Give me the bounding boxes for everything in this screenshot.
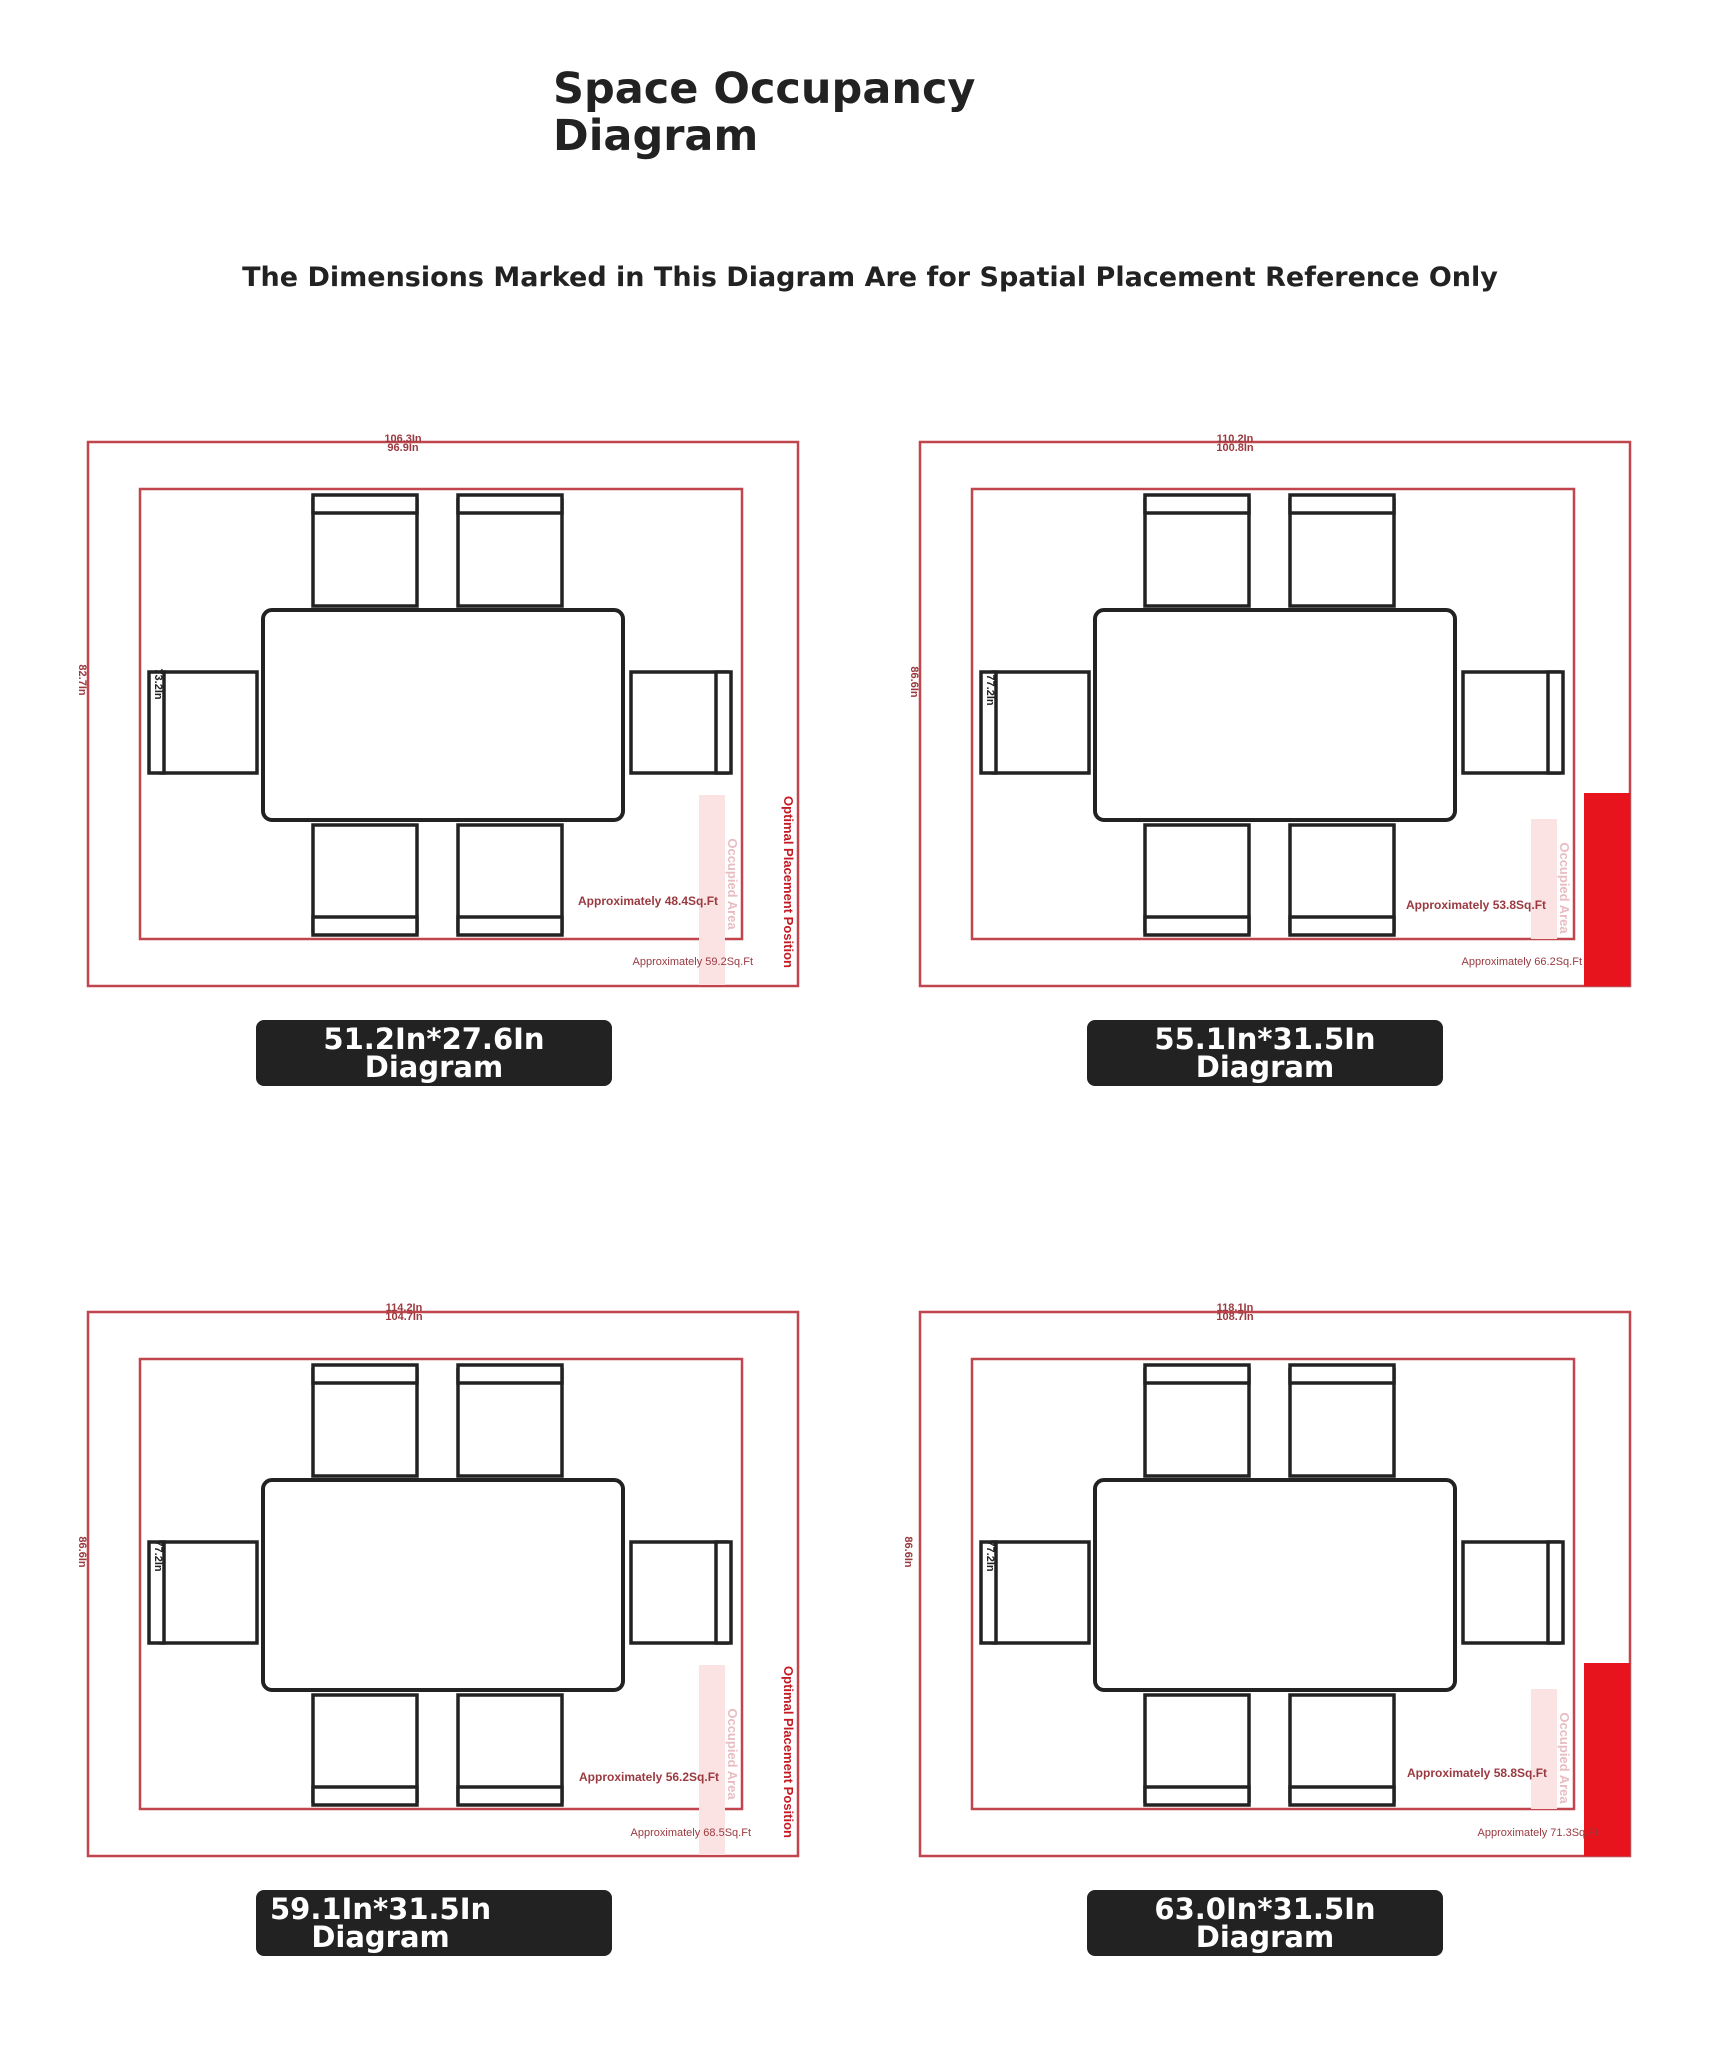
- outer-height-label: 82.7In: [76, 664, 88, 696]
- outer-height-label: 86.6In: [908, 666, 920, 698]
- chair-bottom-left: [313, 1695, 417, 1805]
- caption-diagram-4: 63.0In*31.5In Diagram: [1087, 1890, 1443, 1956]
- chair-right: [1463, 1542, 1563, 1643]
- chair-bottom-right: [1290, 1695, 1394, 1805]
- floor-plan-3: [76, 1302, 801, 1862]
- chair-top-right: [458, 1365, 562, 1476]
- chair-top-left: [313, 495, 417, 606]
- outer-width-label: 106.3In: [384, 433, 422, 445]
- dining-table: [263, 1480, 623, 1690]
- dining-table: [263, 610, 623, 820]
- chair-bottom-left: [313, 825, 417, 935]
- floor-plan-1: [76, 432, 801, 992]
- caption-diagram-2: 55.1In*31.5In Diagram: [1087, 1020, 1443, 1086]
- occupied-area-label: Approximately 53.8Sq.Ft: [1406, 898, 1547, 912]
- outer-height-label: 86.6In: [902, 1536, 914, 1568]
- chair-right: [1463, 672, 1563, 773]
- chair-left: [149, 1542, 257, 1643]
- inner-height-label: 77.2In: [152, 1540, 164, 1572]
- occupied-area-label: Approximately 58.8Sq.Ft: [1407, 1766, 1548, 1780]
- outer-height-label: 86.6In: [76, 1536, 88, 1568]
- diagram-panel-1: [76, 432, 801, 992]
- inner-height-label: 73.2In: [152, 668, 164, 700]
- occupied-area-vertical-label: Occupied Area: [725, 838, 740, 930]
- caption-diagram-1: 51.2In*27.6In Diagram: [256, 1020, 612, 1086]
- inner-width-label: 108.7In: [1216, 1311, 1254, 1323]
- diagram-panel-4: [902, 1302, 1633, 1862]
- diagram-panel-3: [76, 1302, 801, 1862]
- chair-top-right: [458, 495, 562, 606]
- inner-height-label: 77.2In: [984, 1540, 996, 1572]
- occupied-area-vertical-label: Occupied Area: [1557, 1712, 1572, 1804]
- inner-width-label: 104.7In: [385, 1311, 423, 1323]
- chair-left: [981, 672, 1089, 773]
- chair-bottom-right: [1290, 825, 1394, 935]
- floor-plan-2: [908, 432, 1633, 992]
- total-area-label: Approximately 66.2Sq.Ft: [1461, 956, 1582, 968]
- occupied-area-label: Approximately 48.4Sq.Ft: [578, 894, 719, 908]
- occupied-area-vertical-label: Occupied Area: [725, 1708, 740, 1800]
- chair-top-left: [1145, 1365, 1249, 1476]
- outer-width-label: 110.2In: [1216, 433, 1254, 445]
- optimal-placement-label: Optimal Placement Position: [781, 1666, 796, 1838]
- outer-width-label: 118.1In: [1216, 1302, 1254, 1314]
- chair-bottom-right: [458, 825, 562, 935]
- floor-plan-4: [902, 1302, 1633, 1862]
- chair-left: [149, 672, 257, 773]
- chair-bottom-right: [458, 1695, 562, 1805]
- dining-table: [1095, 1480, 1455, 1690]
- occupied-area-shade: [1531, 819, 1557, 939]
- inner-width-label: 100.8In: [1216, 442, 1254, 454]
- chair-right: [631, 1542, 731, 1643]
- inner-height-label: 77.2In: [984, 674, 996, 706]
- chair-top-left: [313, 1365, 417, 1476]
- total-area-label: Approximately 68.5Sq.Ft: [630, 1827, 751, 1839]
- total-area-label: Approximately 59.2Sq.Ft: [632, 956, 753, 968]
- page-title: Space Occupancy Diagram: [553, 64, 976, 161]
- total-area-label: Approximately 71.3Sq.Ft: [1477, 1827, 1598, 1839]
- outer-width-label: 114.2In: [385, 1302, 423, 1314]
- chair-top-right: [1290, 495, 1394, 606]
- chair-bottom-left: [1145, 1695, 1249, 1805]
- occupied-area-vertical-label: Occupied Area: [1557, 842, 1572, 934]
- optimal-placement-label: Optimal Placement Position: [781, 796, 796, 968]
- occupied-area-shade: [1531, 1689, 1557, 1809]
- occupied-area-label: Approximately 56.2Sq.Ft: [579, 1770, 720, 1784]
- page-subtitle: The Dimensions Marked in This Diagram Are for Spatial Placement Reference Only: [242, 262, 1498, 293]
- chair-right: [631, 672, 731, 773]
- chair-bottom-left: [1145, 825, 1249, 935]
- caption-diagram-3: 59.1In*31.5In Diagram: [256, 1890, 612, 1956]
- diagram-panel-2: [908, 432, 1633, 992]
- chair-top-left: [1145, 495, 1249, 606]
- dining-table: [1095, 610, 1455, 820]
- inner-width-label: 96.9In: [387, 442, 419, 454]
- chair-top-right: [1290, 1365, 1394, 1476]
- optimal-placement-marker: [1584, 793, 1630, 986]
- chair-left: [981, 1542, 1089, 1643]
